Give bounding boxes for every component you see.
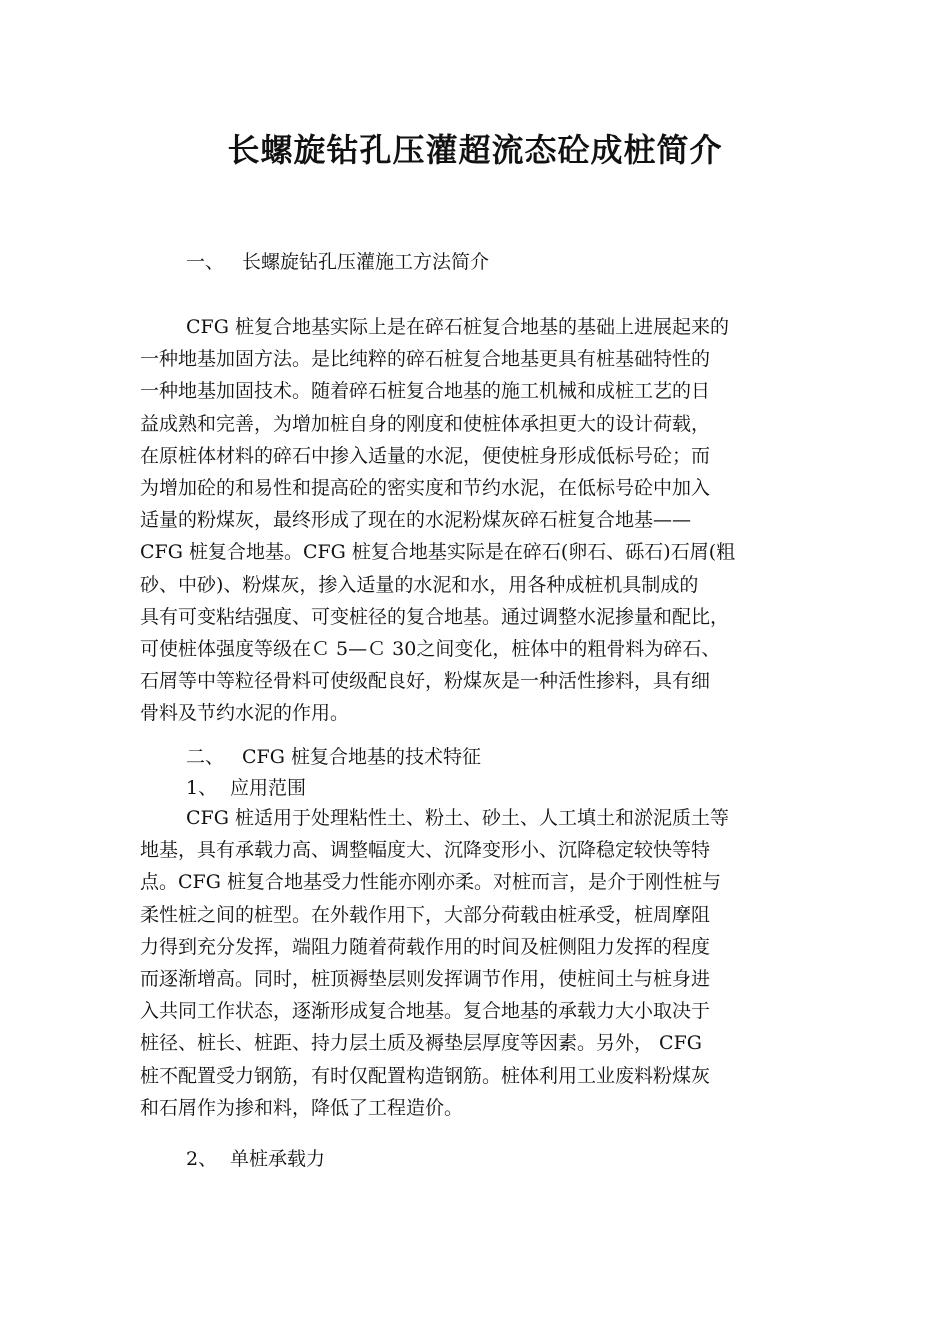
paragraph-line: 为增加砼的和易性和提高砼的密实度和节约水泥，在低标号砼中加入 xyxy=(140,477,711,500)
paragraph-line: 骨料及节约水泥的作用。 xyxy=(140,702,350,725)
section-1-heading xyxy=(186,248,489,276)
paragraph-line: CFG 桩适用于处理粘性土、粉土、砂土、人工填土和淤泥质土等 xyxy=(186,807,729,829)
document-title: 长螺旋钻孔压灌超流态砼成桩简介 xyxy=(227,131,723,169)
section-2-number: 二、 xyxy=(186,746,225,768)
section-2-title: CFG 桩复合地基的技术特征 xyxy=(242,746,481,768)
paragraph-line: 力得到充分发挥，端阻力随着荷载作用的时间及桩侧阻力发挥的程度 xyxy=(140,935,711,958)
paragraph-line: 具有可变粘结强度、可变桩径的复合地基。通过调整水泥掺量和配比， xyxy=(140,605,730,628)
paragraph-line: 益成熟和完善，为增加桩自身的刚度和使桩体承担更大的设计荷载， xyxy=(140,412,711,435)
paragraph-line: 石屑等中等粒径骨料可使级配良好，粉煤灰是一种活性掺料，具有细 xyxy=(140,670,711,693)
paragraph-line: 入共同工作状态，逐渐形成复合地基。复合地基的承载力大小取决于 xyxy=(140,1000,711,1023)
section-1-paragraph xyxy=(140,311,822,730)
subsection-2-number: 2、 xyxy=(186,1148,218,1170)
paragraph-line: 而逐渐增高。同时，桩顶褥垫层则发挥调节作用，使桩间土与桩身进 xyxy=(140,968,711,991)
paragraph-line: 桩不配置受力钢筋，有时仅配置构造钢筋。桩体利用工业废料粉煤灰 xyxy=(140,1064,711,1087)
paragraph-line: 一种地基加固方法。是比纯粹的碎石桩复合地基更具有桩基础特性的 xyxy=(140,348,711,371)
paragraph-line: 砂、中砂)、粉煤灰，掺入适量的水泥和水，用各种成桩机具制成的 xyxy=(140,573,699,596)
subsection-2-heading xyxy=(186,1145,325,1173)
section-1-title: 长螺旋钻孔压灌施工方法简介 xyxy=(242,251,490,273)
paragraph-line: 桩径、桩长、桩距、持力层土质及褥垫层厚度等因素。另外， CFG xyxy=(140,1032,702,1055)
subsection-2-title: 单桩承载力 xyxy=(230,1148,326,1170)
subsection-1-number: 1、 xyxy=(186,777,218,799)
paragraph-line: 适量的粉煤灰，最终形成了现在的水泥粉煤灰碎石桩复合地基—— xyxy=(140,509,692,532)
paragraph-line: CFG 桩复合地基。CFG 桩复合地基实际是在碎石(卵石、砾石)石屑(粗 xyxy=(140,541,736,564)
subsection-1-heading xyxy=(186,774,306,802)
paragraph-line: 在原桩体材料的碎石中掺入适量的水泥，便使桩身形成低标号砼；而 xyxy=(140,444,711,467)
paragraph-line: 点。CFG 桩复合地基受力性能亦刚亦柔。对桩而言，是介于刚性桩与 xyxy=(140,871,721,894)
section-1-number: 一、 xyxy=(186,251,225,273)
subsection-1-paragraph xyxy=(140,802,822,1124)
paragraph-line: 一种地基加固技术。随着碎石桩复合地基的施工机械和成桩工艺的日 xyxy=(140,380,711,403)
subsection-1-title: 应用范围 xyxy=(230,777,307,799)
paragraph-line: 柔性桩之间的桩型。在外载作用下，大部分荷载由桩承受，桩周摩阻 xyxy=(140,903,711,926)
paragraph-line: 和石屑作为掺和料，降低了工程造价。 xyxy=(140,1096,464,1119)
paragraph-line: 地基，具有承载力高、调整幅度大、沉降变形小、沉降稳定较快等特 xyxy=(140,839,711,862)
paragraph-line: 可使桩体强度等级在Ｃ 5—Ｃ 30之间变化，桩体中的粗骨料为碎石、 xyxy=(140,638,721,661)
section-2-heading xyxy=(186,743,481,771)
paragraph-line: CFG 桩复合地基实际上是在碎石桩复合地基的基础上进展起来的 xyxy=(186,316,729,338)
